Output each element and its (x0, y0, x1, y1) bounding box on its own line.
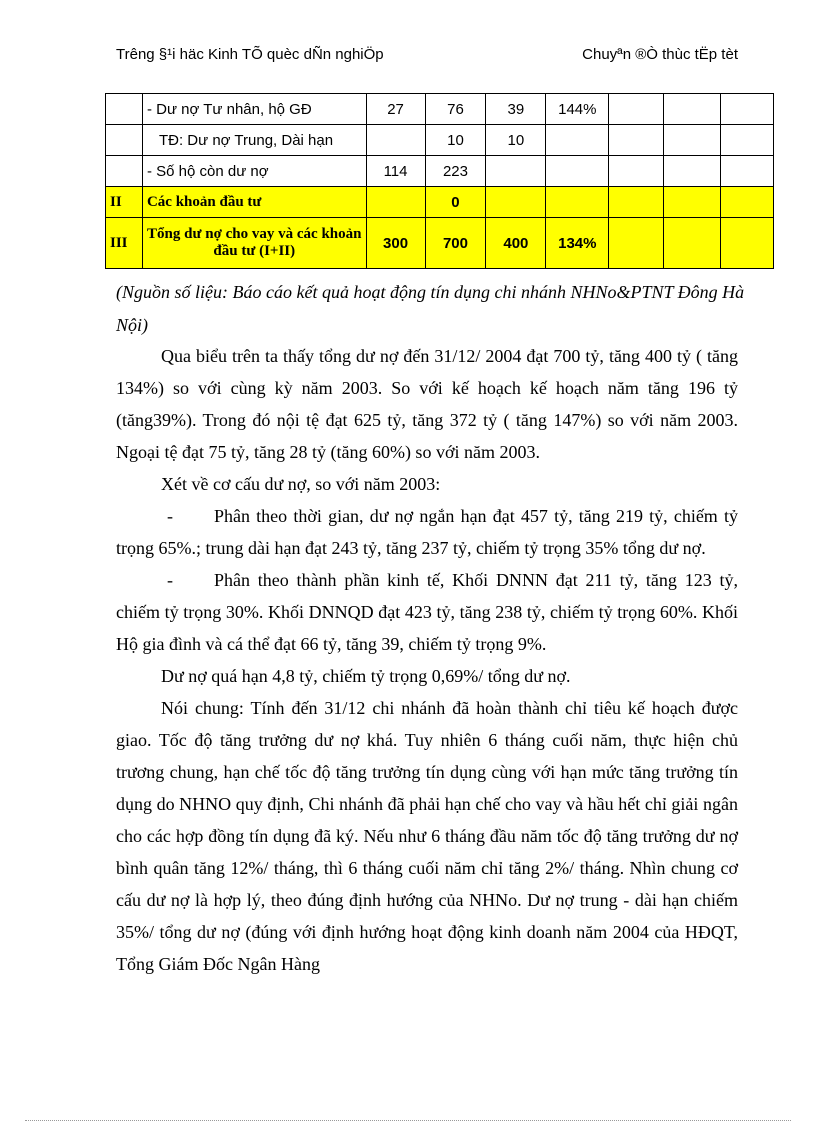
cell-value: 27 (366, 94, 425, 125)
cell-value (664, 125, 721, 156)
paragraph: Qua biểu trên ta thấy tổng dư nợ đến 31/12/ 2004 đạt 700 tỷ, tăng 400 tỷ ( tăng 134%) so với cùng kỳ năm 2003. So với kế hoạch kế hoạch năm tăng 196 tỷ (tăng39%). Trong đó nội tệ đạt 625 tỷ, tăng 372 tỷ ( tăng 147%) so với năm 2003. Ngoại tệ đạt 75 tỷ, tăng 28 tỷ (tăng 60%) so với năm 2003. (116, 346, 738, 462)
cell-label: - Số hộ còn dư nợ (142, 156, 366, 187)
cell-value (609, 94, 664, 125)
cell-value (664, 218, 721, 269)
cell-value (546, 187, 609, 218)
cell-value (721, 125, 774, 156)
cell-label: - Dư nợ Tư nhân, hộ GĐ (142, 94, 366, 125)
paragraph: Xét về cơ cấu dư nợ, so với năm 2003: (161, 474, 441, 494)
cell-value: 39 (486, 94, 546, 125)
cell-value: 300 (366, 218, 425, 269)
cell-value (366, 125, 425, 156)
cell-label: Các khoản đầu tư (142, 187, 366, 218)
source-note: (Nguồn số liệu: Báo cáo kết quả hoạt động tín dụng chi nhánh NHNo&PTNT Đông Hà Nội) (116, 282, 745, 335)
table-row (106, 94, 774, 125)
header-left: Trêng §¹i häc Kinh TÕ quèc dÑn nghiÖp (116, 46, 384, 63)
table-row-total (106, 218, 774, 269)
cell-index: III (106, 218, 143, 269)
cell-value (664, 156, 721, 187)
cell-value (366, 187, 425, 218)
header-right: Chuyªn ®Ò thùc tËp tèt (582, 46, 738, 63)
bullet-dash: - (167, 570, 173, 590)
paragraph: Nói chung: Tính đến 31/12 chi nhánh đã hoàn thành chỉ tiêu kế hoạch được giao. Tốc độ tăng trưởng dư nợ khá. Tuy nhiên 6 tháng cuối năm, thực hiện chủ trương chung, hạn chế tốc độ tăng trưởng tín dụng cùng với hạn mức tăng trưởng tín dụng do NHNO quy định, Chi nhánh đã phải hạn chế cho vay và hầu hết chỉ giải ngân cho các hợp đồng tín dụng đã ký. Nếu như 6 tháng đầu năm tốc độ tăng trưởng dư nợ bình quân tăng 12%/ tháng, thì 6 tháng cuối năm chỉ tăng 2%/ tháng. Nhìn chung cơ cấu dư nợ là hợp lý, theo đúng định hướng của NHNo. Dư nợ trung - dài hạn chiếm 35%/ tổng dư nợ (đúng với định hướng hoạt động kinh doanh năm 2004 của HĐQT, Tổng Giám Đốc Ngân Hàng (116, 698, 738, 974)
cell-value (721, 94, 774, 125)
bullet-text: Phân theo thành phần kinh tế, Khối DNNN đạt 211 tỷ, tăng 123 tỷ, chiếm tỷ trọng 30%. Khối DNNQD đạt 423 tỷ, tăng 238 tỷ, chiếm tỷ trọng 60%. Khối Hộ gia đình và cá thể đạt 66 tỷ, tăng 39, chiếm tỷ trọng 9%. (116, 570, 738, 654)
cell-index: II (106, 187, 143, 218)
cell-index (106, 156, 143, 187)
bullet-dash: - (167, 506, 173, 526)
cell-value: 76 (425, 94, 486, 125)
cell-value: 134% (546, 218, 609, 269)
credit-table (105, 93, 774, 269)
cell-value (664, 94, 721, 125)
cell-value: 0 (425, 187, 486, 218)
cell-label: TĐ: Dư nợ Trung, Dài hạn (142, 125, 366, 156)
table-row-highlight (106, 187, 774, 218)
cell-value (664, 187, 721, 218)
table-row (106, 125, 774, 156)
cell-label: Tổng dư nợ cho vay và các khoản đầu tư (I+II) (142, 218, 366, 269)
table-row (106, 156, 774, 187)
cell-value: 700 (425, 218, 486, 269)
cell-value: 144% (546, 94, 609, 125)
cell-value (721, 156, 774, 187)
bullet-paragraph (116, 500, 738, 564)
cell-value (609, 125, 664, 156)
cell-index (106, 94, 143, 125)
cell-value (609, 187, 664, 218)
bullet-paragraph (116, 564, 738, 660)
cell-value (721, 187, 774, 218)
body-text (116, 340, 738, 980)
cell-value (546, 125, 609, 156)
cell-value: 10 (486, 125, 546, 156)
cell-value: 114 (366, 156, 425, 187)
cell-value (609, 218, 664, 269)
cell-value (546, 156, 609, 187)
cell-value (486, 156, 546, 187)
cell-value (721, 218, 774, 269)
paragraph: Dư nợ quá hạn 4,8 tỷ, chiếm tỷ trọng 0,69%/ tổng dư nợ. (161, 666, 571, 686)
bullet-text: Phân theo thời gian, dư nợ ngắn hạn đạt 457 tỷ, tăng 219 tỷ, chiếm tỷ trọng 65%.; trung dài hạn đạt 243 tỷ, tăng 237 tỷ, chiếm tỷ trọng 35% tổng dư nợ. (116, 506, 738, 558)
cell-value: 10 (425, 125, 486, 156)
cell-value: 223 (425, 156, 486, 187)
page-bottom-divider (25, 1120, 791, 1121)
cell-value (486, 187, 546, 218)
cell-index (106, 125, 143, 156)
cell-value (609, 156, 664, 187)
cell-value: 400 (486, 218, 546, 269)
